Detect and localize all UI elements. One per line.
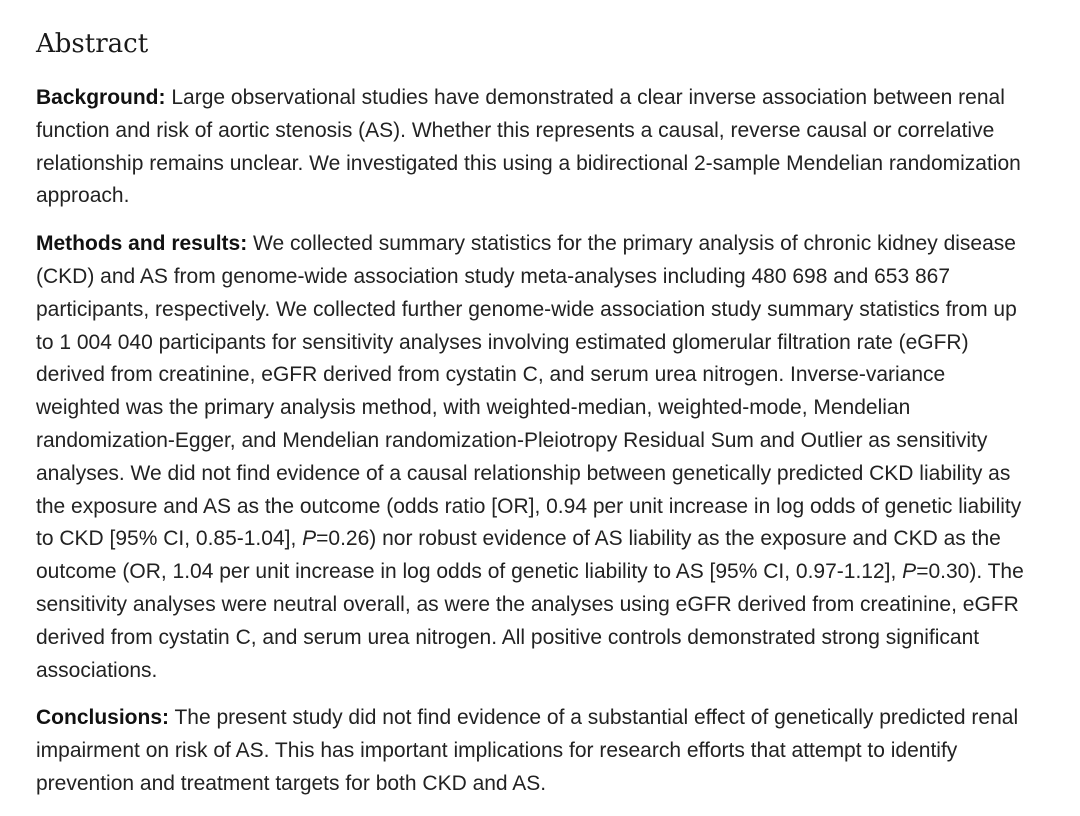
conclusions-label: Conclusions:	[36, 706, 170, 730]
methods-results-text-part-3: =0.30). The sensitivity analyses were neutral overall, as were the analyses using eGFR derived from creatinine, eGFR derived from cystatin C, and serum urea nitrogen. All positive controls demonstrated strong significant associations.	[36, 560, 1024, 682]
methods-results-paragraph	[36, 228, 1026, 687]
background-paragraph	[36, 82, 1026, 213]
abstract-section	[36, 24, 1026, 816]
conclusions-paragraph	[36, 702, 1026, 800]
p-value-symbol: P	[902, 560, 917, 584]
background-label: Background:	[36, 86, 166, 109]
p-value-symbol: P	[302, 527, 317, 551]
methods-results-text-part-1: We collected summary statistics for the primary analysis of chronic kidney disease (CKD) and AS from genome-wide association study meta-analyses including 480 698 and 653 867 participants, respectively. We collected further genome-wide association study summary statistics from up to 1 004 040 participants for sensitivity analyses involving estimated glomerular filtration rate (eGFR) derived from creatinine, eGFR derived from cystatin C, and serum urea nitrogen. Inverse-variance weighted was the primary analysis method, with weighted-median, weighted-mode, Mendelian randomization-Egger, and Mendelian randomization-Pleiotropy Residual Sum and Outlier as sensitivity analyses. We did not find evidence of a causal relationship between genetically predicted CKD liability as the exposure and AS as the outcome (odds ratio [OR], 0.94 per unit increase in log odds of genetic liability to CKD [95% CI, 0.85-1.04],	[36, 232, 1022, 551]
abstract-heading: Abstract	[36, 29, 149, 59]
background-text: Large observational studies have demonstrated a clear inverse association between renal function and risk of aortic stenosis (AS). Whether this represents a causal, reverse causal or correlative relationship remains unclear. We investigated this using a bidirectional 2-sample Mendelian randomization approach.	[36, 86, 1021, 208]
methods-results-label: Methods and results:	[36, 232, 248, 256]
conclusions-text: The present study did not find evidence of a substantial effect of genetically predicted renal impairment on risk of AS. This has important implications for research efforts that attempt to identify prevention and treatment targets for both CKD and AS.	[36, 706, 1019, 795]
methods-results-text-part-2: =0.26) nor robust evidence of AS liability as the exposure and CKD as the outcome (OR, 1.04 per unit increase in log odds of genetic liability to AS [95% CI, 0.97-1.12],	[36, 527, 1001, 584]
